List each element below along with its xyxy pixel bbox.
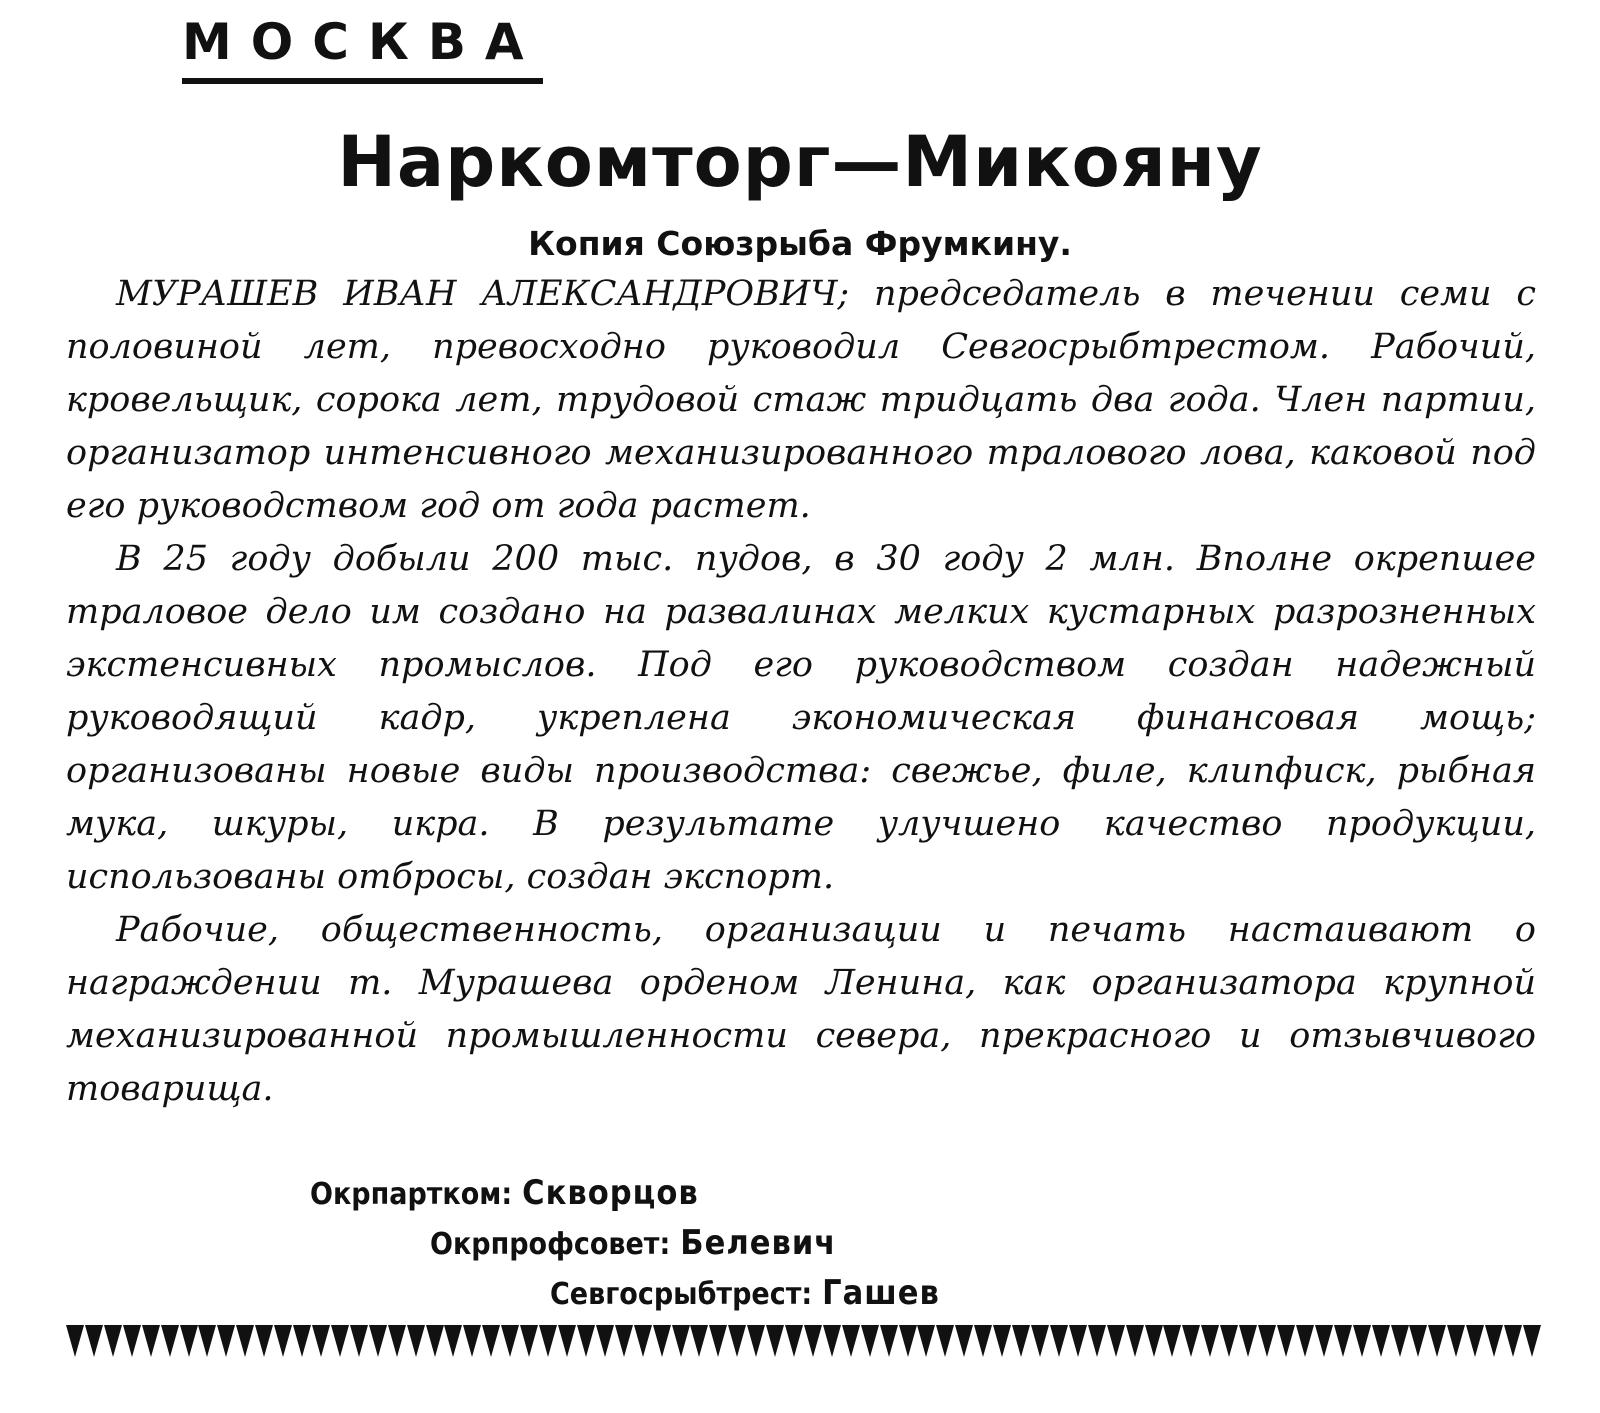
triangle-ornament-border <box>66 1325 1542 1361</box>
triangle-ornament <box>85 1325 103 1357</box>
triangle-ornament <box>1163 1325 1181 1357</box>
triangle-ornament <box>539 1325 557 1357</box>
triangle-ornament <box>558 1325 576 1357</box>
triangle-ornament <box>1353 1325 1371 1357</box>
triangle-ornament <box>255 1325 273 1357</box>
triangle-ornament <box>917 1325 935 1357</box>
dateline-place: МОСКВА <box>182 12 543 84</box>
triangle-ornament <box>198 1325 216 1357</box>
triangle-ornament <box>369 1325 387 1357</box>
headline: Наркомторг—Микояну <box>337 121 1263 203</box>
triangle-ornament <box>1107 1325 1125 1357</box>
triangle-ornament <box>463 1325 481 1357</box>
triangle-ornament <box>293 1325 311 1357</box>
triangle-ornament <box>615 1325 633 1357</box>
paragraph: В 25 году добыли 200 тыс. пудов, в 30 году 2 млн. Вполне окрепшее траловое дело им создано на развалинах мелких кустарных разрозненных экстенсивных промыслов. Под его руководством создан надежный руководящий кадр, укреплена экономическая финансовая мощь; организованы новые виды производства: свежье, филе, клипфиск, рыбная мука, шкуры, икра. В результате улучшено качество продукции, использованы отбросы, создан экспорт. <box>66 539 1536 897</box>
triangle-ornament <box>577 1325 595 1357</box>
triangle-ornament <box>1239 1325 1257 1357</box>
signature-org: Севгосрыбтрест: <box>550 1277 813 1312</box>
triangle-ornament <box>1069 1325 1087 1357</box>
triangle-ornament <box>974 1325 992 1357</box>
signature-name: Гашев <box>822 1273 940 1313</box>
triangle-ornament <box>653 1325 671 1357</box>
triangle-ornament <box>861 1325 879 1357</box>
triangle-ornament <box>1012 1325 1030 1357</box>
triangle-ornament <box>312 1325 330 1357</box>
triangle-ornament <box>482 1325 500 1357</box>
triangle-ornament <box>823 1325 841 1357</box>
triangle-ornament <box>1220 1325 1238 1357</box>
triangle-ornament <box>785 1325 803 1357</box>
triangle-ornament <box>1428 1325 1446 1357</box>
triangle-ornament <box>1258 1325 1276 1357</box>
triangle-ornament <box>804 1325 822 1357</box>
triangle-ornament <box>1315 1325 1333 1357</box>
triangle-ornament <box>1031 1325 1049 1357</box>
triangle-ornament <box>66 1325 84 1357</box>
triangle-ornament <box>350 1325 368 1357</box>
triangle-ornament <box>690 1325 708 1357</box>
triangle-ornament <box>993 1325 1011 1357</box>
triangle-ornament <box>104 1325 122 1357</box>
triangle-ornament <box>1145 1325 1163 1357</box>
triangle-ornament <box>142 1325 160 1357</box>
triangle-ornament <box>1409 1325 1427 1357</box>
paragraph: МУРАШЕВ ИВАН АЛЕКСАНДРОВИЧ; председатель в течении семи с половиной лет, превосходно руководил Севгосрыбтрестом. Рабочий, кровельщик, сорока лет, трудовой стаж тридцать два года. Член партии, организатор интенсивного механизированного тралового лова, каковой под его руководством год от года растет. <box>66 274 1536 526</box>
triangle-ornament <box>634 1325 652 1357</box>
triangle-ornament <box>596 1325 614 1357</box>
triangle-ornament <box>728 1325 746 1357</box>
triangle-ornament <box>1334 1325 1352 1357</box>
triangle-ornament <box>1182 1325 1200 1357</box>
subheadline: Копия Союзрыба Фрумкину. <box>528 224 1072 263</box>
triangle-ornament <box>331 1325 349 1357</box>
signature-line <box>430 1218 836 1270</box>
article-body <box>66 268 1536 1116</box>
triangle-ornament <box>709 1325 727 1357</box>
triangle-ornament <box>217 1325 235 1357</box>
triangle-ornament <box>236 1325 254 1357</box>
signature-line <box>310 1168 699 1220</box>
triangle-ornament <box>274 1325 292 1357</box>
triangle-ornament <box>766 1325 784 1357</box>
triangle-ornament <box>1504 1325 1522 1357</box>
triangle-ornament <box>1391 1325 1409 1357</box>
triangle-ornament <box>1485 1325 1503 1357</box>
triangle-ornament <box>842 1325 860 1357</box>
triangle-ornament <box>955 1325 973 1357</box>
triangle-ornament <box>747 1325 765 1357</box>
triangle-ornament <box>407 1325 425 1357</box>
triangle-ornament <box>936 1325 954 1357</box>
triangle-ornament <box>899 1325 917 1357</box>
triangle-ornament <box>161 1325 179 1357</box>
signature-line <box>550 1268 940 1320</box>
triangle-ornament <box>426 1325 444 1357</box>
triangle-ornament <box>1447 1325 1465 1357</box>
triangle-ornament <box>1126 1325 1144 1357</box>
signature-org: Окрпартком: <box>310 1177 513 1212</box>
triangle-ornament <box>1372 1325 1390 1357</box>
signature-org: Окрпрофсовет: <box>430 1227 671 1262</box>
triangle-ornament <box>1050 1325 1068 1357</box>
signature-name: Скворцов <box>522 1173 699 1213</box>
triangle-ornament <box>180 1325 198 1357</box>
triangle-ornament <box>1466 1325 1484 1357</box>
triangle-ornament <box>672 1325 690 1357</box>
signature-name: Белевич <box>680 1223 837 1263</box>
triangle-ornament <box>1296 1325 1314 1357</box>
triangle-ornament <box>1523 1325 1541 1357</box>
triangle-ornament <box>880 1325 898 1357</box>
triangle-ornament <box>388 1325 406 1357</box>
triangle-ornament <box>1088 1325 1106 1357</box>
triangle-ornament <box>1201 1325 1219 1357</box>
triangle-ornament <box>520 1325 538 1357</box>
triangle-ornament <box>123 1325 141 1357</box>
triangle-ornament <box>501 1325 519 1357</box>
paragraph: Рабочие, общественность, организации и печать настаивают о награждении т. Мурашева орденом Ленина, как организатора крупной механизированной промышленности севера, прекрасного и отзывчивого товарища. <box>66 910 1536 1109</box>
triangle-ornament <box>1277 1325 1295 1357</box>
triangle-ornament <box>444 1325 462 1357</box>
